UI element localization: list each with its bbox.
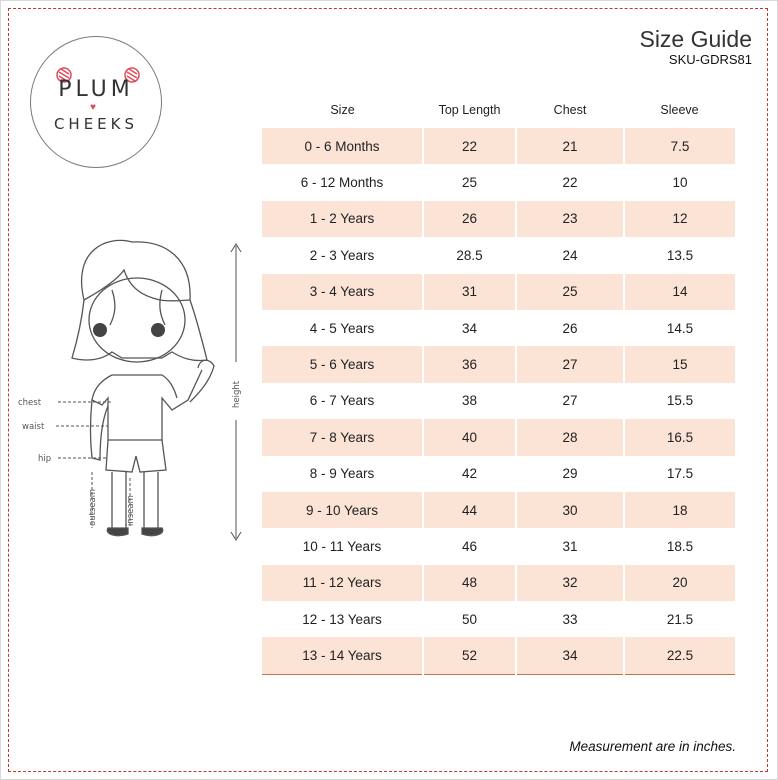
sleeve-cell: 10 [624, 164, 735, 200]
top-length-cell: 46 [423, 528, 516, 564]
chest-cell: 29 [516, 456, 624, 492]
chest-cell: 33 [516, 601, 624, 637]
top-length-cell: 42 [423, 456, 516, 492]
top-length-cell: 38 [423, 383, 516, 419]
sleeve-cell: 20 [624, 565, 735, 601]
size-cell: 3 - 4 Years [262, 274, 423, 310]
sleeve-cell: 18 [624, 492, 735, 528]
size-cell: 7 - 8 Years [262, 419, 423, 455]
top-length-cell: 31 [423, 274, 516, 310]
column-header-sleeve: Sleeve [660, 103, 699, 117]
table-row [262, 383, 735, 419]
size-chart-table [262, 92, 735, 675]
top-length-cell: 22 [423, 128, 516, 164]
table-row [262, 601, 735, 637]
logo-cheek-marks [31, 37, 161, 167]
sleeve-cell: 22.5 [624, 637, 735, 674]
table-row [262, 528, 735, 564]
table-row [262, 637, 735, 674]
logo-word-plum: PLUM [58, 77, 134, 102]
top-length-cell: 52 [423, 637, 516, 674]
chest-label: chest [18, 398, 42, 408]
top-length-cell: 34 [423, 310, 516, 346]
table-row [262, 456, 735, 492]
table-row [262, 128, 735, 164]
sleeve-cell: 17.5 [624, 456, 735, 492]
logo-heart-icon: ♥ [90, 102, 96, 113]
chest-cell: 27 [516, 346, 624, 382]
table-row [262, 274, 735, 310]
top-length-cell: 28.5 [423, 237, 516, 273]
top-length-cell: 44 [423, 492, 516, 528]
chest-cell: 32 [516, 565, 624, 601]
logo-word-cheeks: CHEEKS [53, 115, 139, 133]
measurement-illustration [12, 230, 262, 560]
table-header-row [262, 92, 735, 128]
sleeve-cell: 12 [624, 201, 735, 237]
sleeve-cell: 18.5 [624, 528, 735, 564]
size-cell: 0 - 6 Months [262, 128, 423, 164]
size-cell: 6 - 7 Years [309, 393, 375, 409]
chest-cell: 28 [516, 419, 624, 455]
column-header-size: Size [330, 103, 355, 117]
hip-label: hip [38, 454, 52, 464]
waist-label: waist [22, 422, 45, 432]
sku-label: SKU-GDRS81 [668, 52, 752, 67]
sleeve-cell: 7.5 [624, 128, 735, 164]
size-cell: 4 - 5 Years [309, 320, 375, 336]
size-cell: 9 - 10 Years [262, 492, 423, 528]
outseam-label: outseam [88, 488, 98, 526]
size-cell: 6 - 12 Months [300, 175, 384, 191]
page-title: Size Guide [639, 26, 752, 52]
table-row [262, 565, 735, 601]
top-length-cell: 26 [423, 201, 516, 237]
table-row [262, 346, 735, 382]
column-header-top-length: Top Length [438, 103, 501, 117]
size-cell: 11 - 12 Years [262, 565, 423, 601]
column-header-chest: Chest [553, 103, 587, 117]
chest-cell: 27 [516, 383, 624, 419]
top-length-cell: 40 [423, 419, 516, 455]
brand-logo [30, 36, 162, 168]
chest-cell: 23 [516, 201, 624, 237]
chest-cell: 34 [516, 637, 624, 674]
sleeve-cell: 14 [624, 274, 735, 310]
chest-cell: 24 [516, 237, 624, 273]
chest-cell: 31 [516, 528, 624, 564]
size-cell: 1 - 2 Years [262, 201, 423, 237]
size-cell: 12 - 13 Years [302, 611, 382, 627]
measurement-note: Measurement are in inches. [569, 739, 736, 754]
table-row [262, 164, 735, 200]
sleeve-cell: 16.5 [624, 419, 735, 455]
top-length-cell: 48 [423, 565, 516, 601]
size-cell: 2 - 3 Years [309, 247, 375, 263]
sleeve-cell: 15.5 [624, 383, 735, 419]
chest-cell: 21 [516, 128, 624, 164]
sleeve-cell: 15 [624, 346, 735, 382]
table-row [262, 419, 735, 455]
chest-cell: 25 [516, 274, 624, 310]
sleeve-cell: 13.5 [624, 237, 735, 273]
table-row [262, 492, 735, 528]
table-row [262, 201, 735, 237]
sleeve-cell: 14.5 [624, 310, 735, 346]
size-cell: 5 - 6 Years [262, 346, 423, 382]
sleeve-cell: 21.5 [624, 601, 735, 637]
table-row [262, 237, 735, 273]
height-label: height [232, 380, 242, 408]
child-figure-drawing [12, 230, 262, 560]
size-cell: 8 - 9 Years [309, 466, 375, 482]
table-row [262, 310, 735, 346]
chest-cell: 30 [516, 492, 624, 528]
chest-cell: 22 [516, 164, 624, 200]
chest-cell: 26 [516, 310, 624, 346]
top-length-cell: 36 [423, 346, 516, 382]
size-cell: 10 - 11 Years [302, 538, 382, 554]
inseam-label: inseam [126, 495, 136, 526]
top-length-cell: 50 [423, 601, 516, 637]
top-length-cell: 25 [423, 164, 516, 200]
size-chart-body [262, 128, 735, 674]
size-cell: 13 - 14 Years [262, 637, 423, 674]
